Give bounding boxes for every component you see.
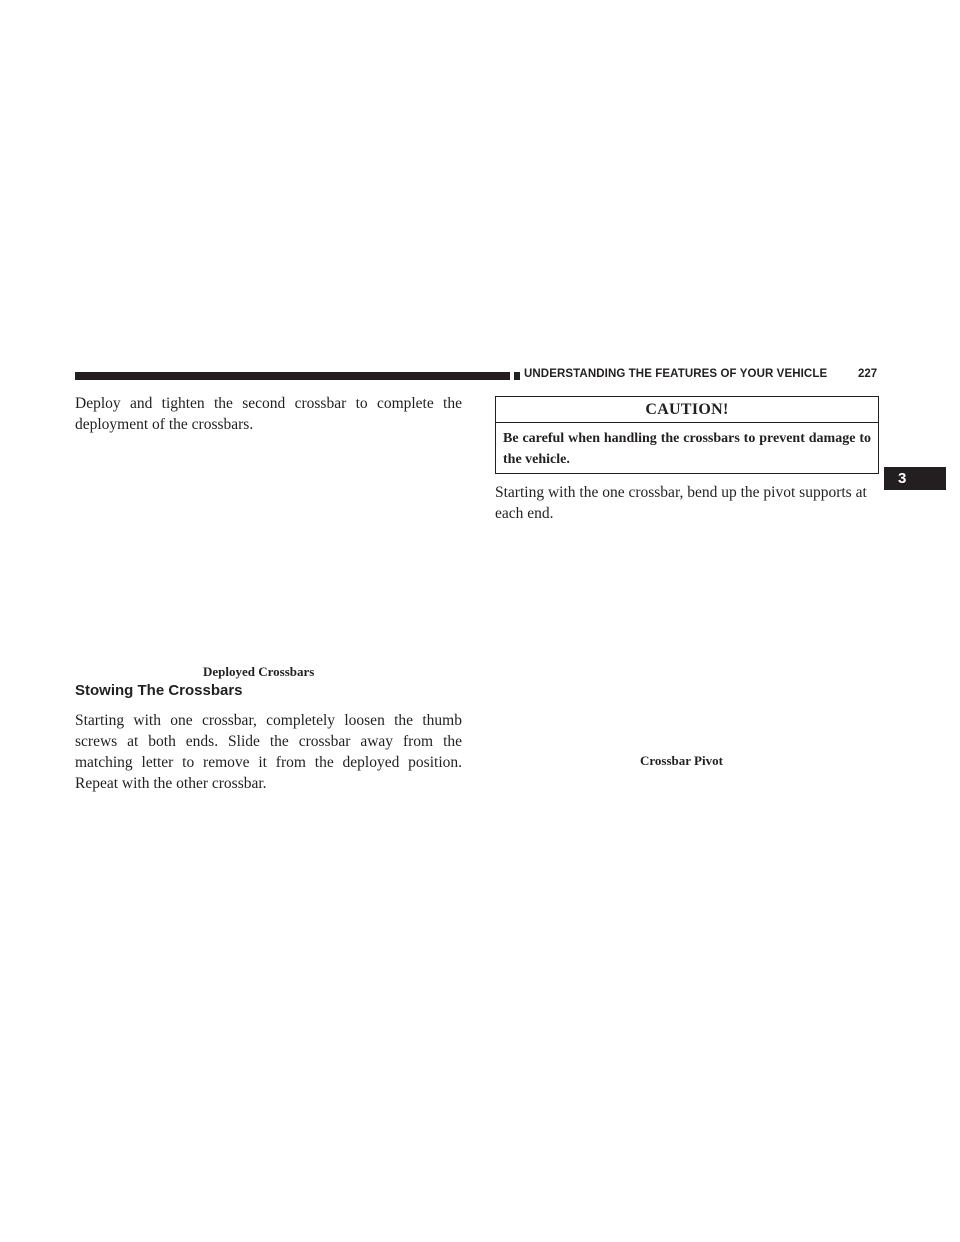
intro-paragraph: Deploy and tighten the second crossbar to complete the deployment of the crossbars. (75, 395, 462, 433)
header-rule-marker (514, 372, 520, 380)
pivot-paragraph: Starting with the one crossbar, bend up the pivot supports at each end. (495, 484, 867, 522)
figure-caption-deployed-crossbars: Deployed Crossbars (203, 664, 315, 679)
chapter-title: UNDERSTANDING THE FEATURES OF YOUR VEHICLE (524, 368, 828, 380)
chapter-number: 3 (898, 470, 907, 487)
section-heading: Stowing The Crossbars (75, 682, 243, 699)
page-number: 227 (858, 368, 878, 380)
caution-title: CAUTION! (496, 397, 878, 423)
figure-caption-crossbar-pivot: Crossbar Pivot (640, 753, 723, 768)
caution-box (495, 396, 879, 474)
header-rule (75, 372, 510, 380)
chapter-tab (884, 467, 946, 490)
caution-text: Be careful when handling the crossbars to prevent damage to the vehicle. (503, 431, 871, 467)
stowing-paragraph: Starting with one crossbar, completely loosen the thumb screws at both ends. Slide the crossbar away from the matching letter to remove it from the deployed position. Repeat with the other crossbar. (75, 712, 462, 792)
